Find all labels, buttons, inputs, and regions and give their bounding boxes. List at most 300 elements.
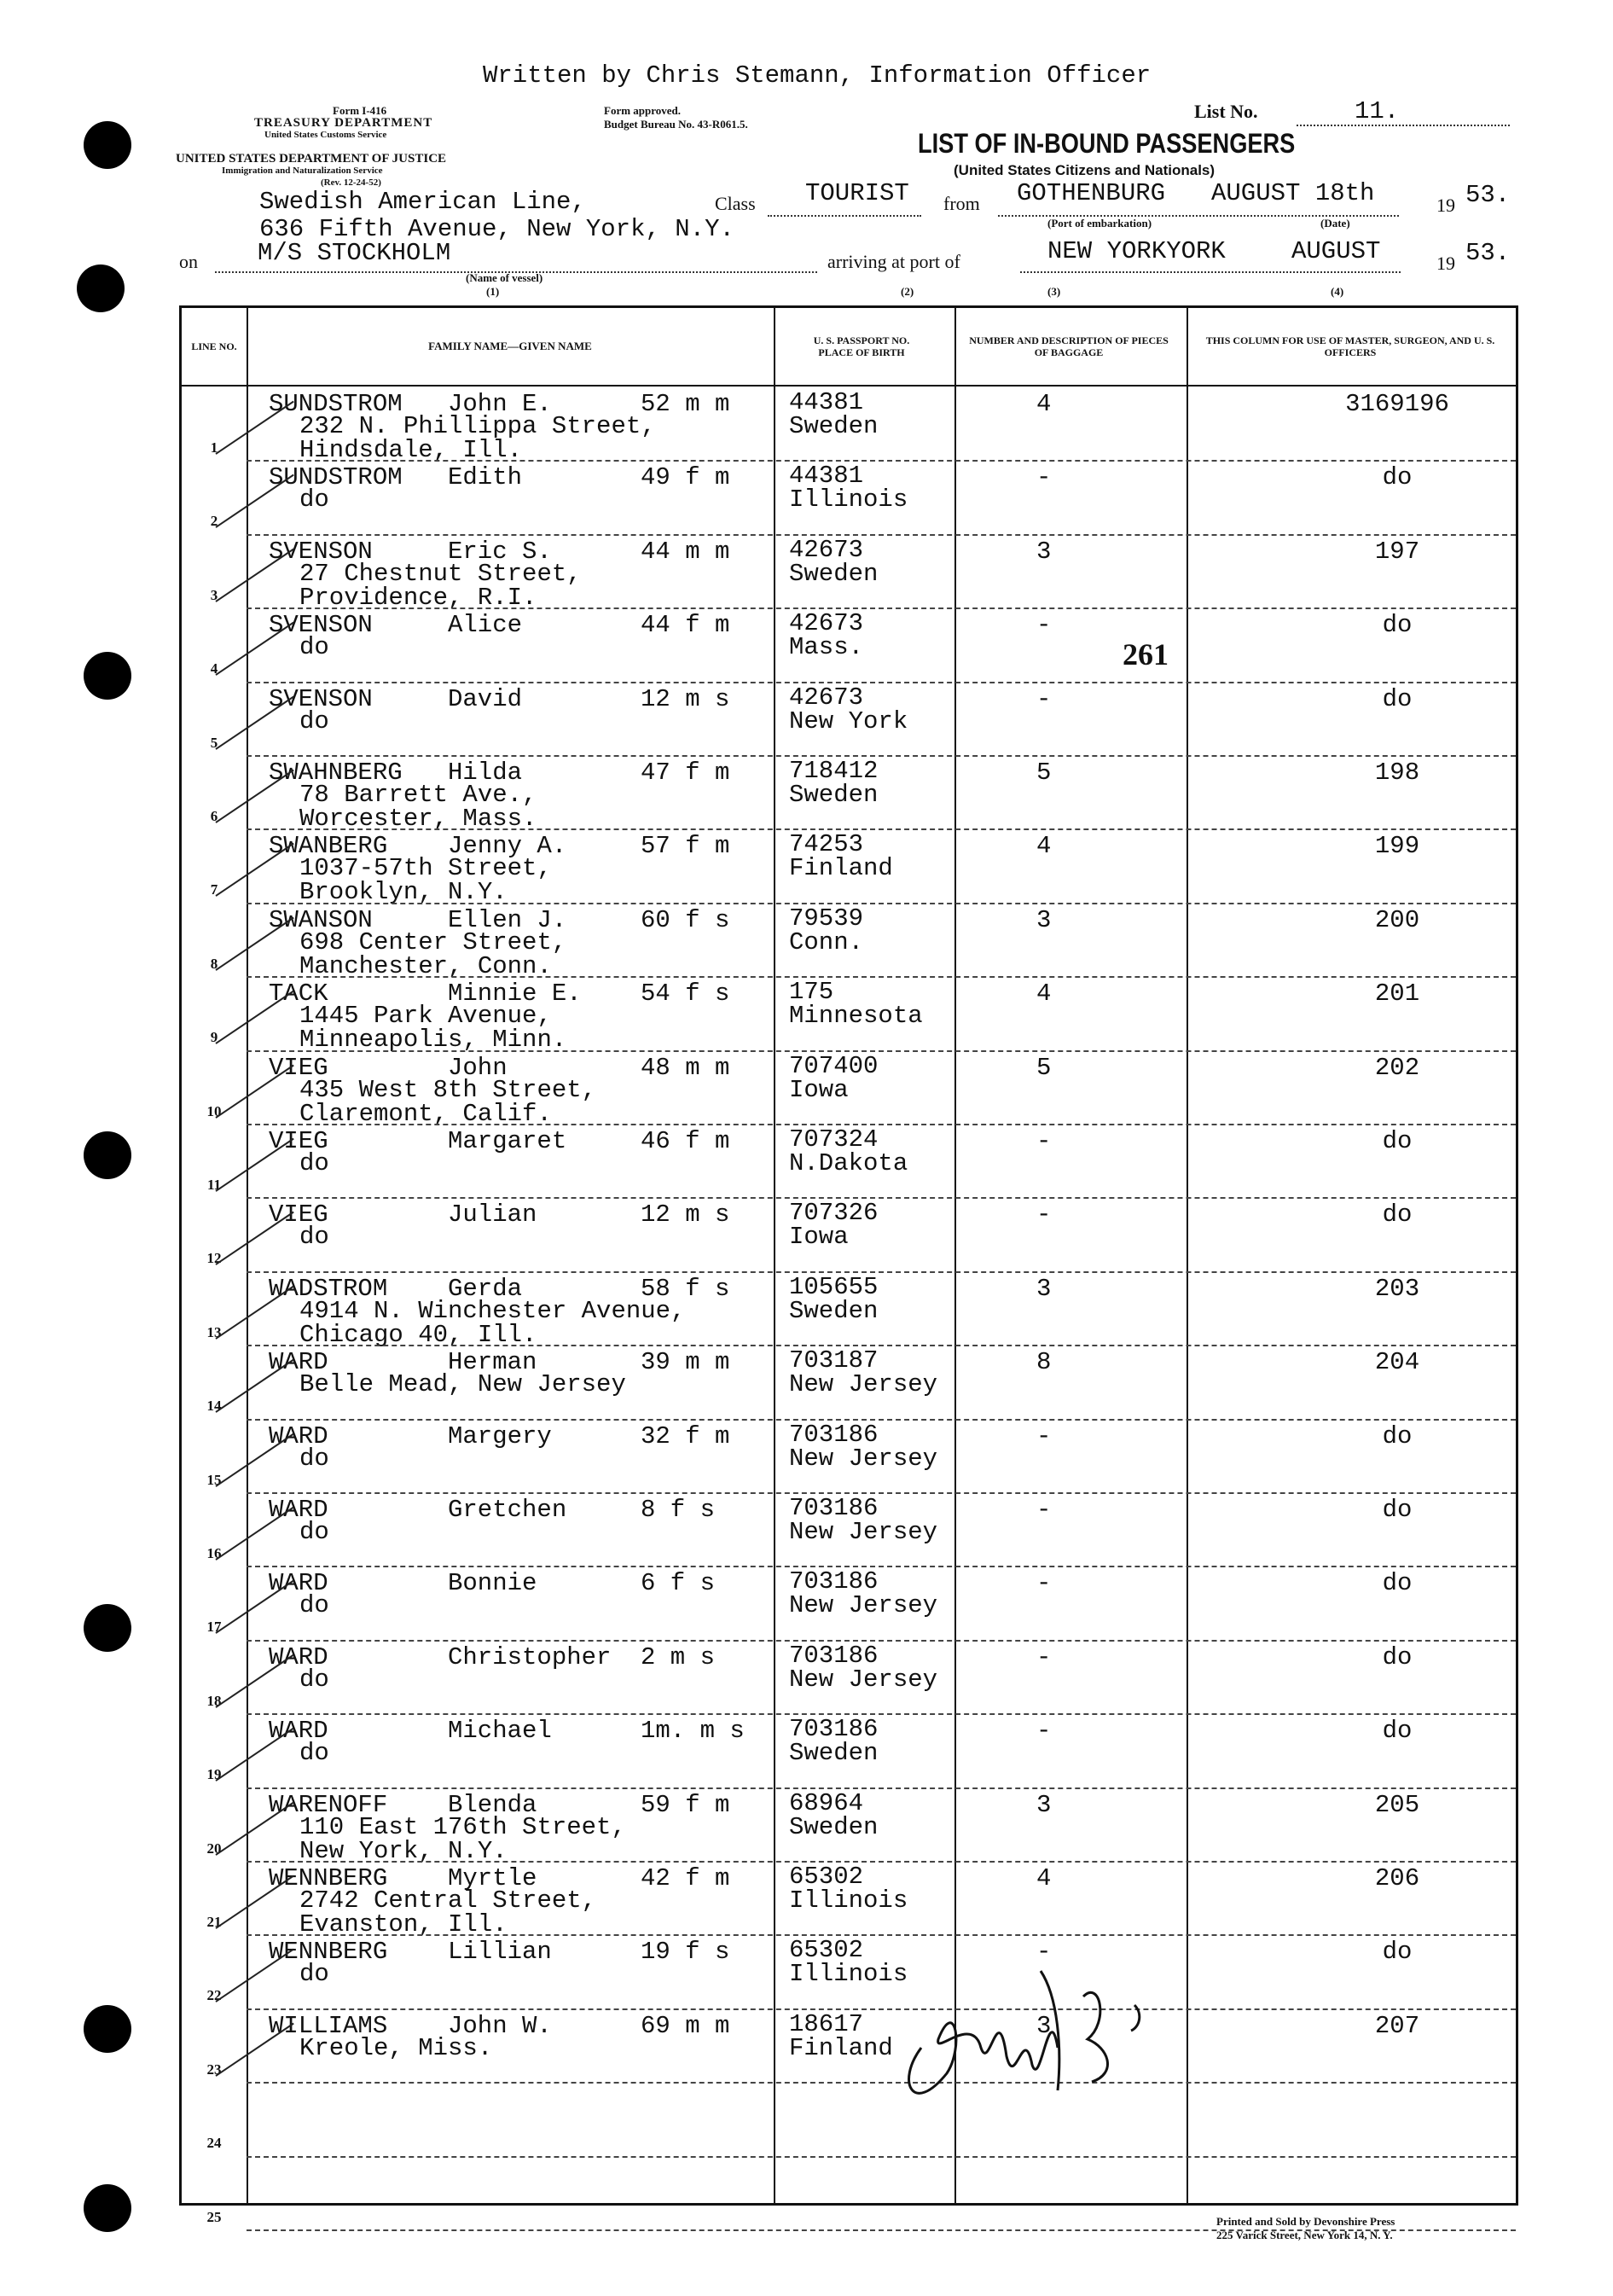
place-of-birth: Minnesota [789, 1002, 923, 1031]
age-sex-status: 57 f m [641, 832, 730, 861]
place-of-birth: Finland [789, 2033, 893, 2062]
given-name: Myrtle [448, 1864, 537, 1892]
table-row [182, 1934, 1516, 2008]
col-header-passport: U. S. PASSPORT NO. PLACE OF BIRTH [813, 334, 910, 358]
check-tick [215, 1507, 293, 1561]
age-sex-status: 47 f m [641, 759, 730, 787]
address-line-2: Minneapolis, Minn. [299, 1026, 567, 1055]
given-name: Gerda [448, 1274, 523, 1303]
punch-hole [77, 264, 125, 312]
address-line-1: do [299, 1518, 329, 1546]
address-line-1: 1445 Park Avenue, [299, 1002, 552, 1031]
given-name: John E. [448, 390, 552, 418]
arrival-date: AUGUST [1291, 237, 1381, 265]
line-number: 21 [206, 1914, 222, 1930]
list-no-blank [1297, 125, 1510, 126]
address-line-1: 110 East 176th Street, [299, 1812, 626, 1841]
address-line-1: 232 N. Phillippa Street, [299, 412, 656, 440]
passport-number: 175 [789, 978, 834, 1007]
officer-use: 206 [1374, 1864, 1420, 1892]
form-number: Form I-416 [333, 104, 387, 117]
table-row [182, 607, 1516, 681]
check-tick [215, 695, 293, 749]
check-tick [215, 770, 293, 823]
table-row [182, 534, 1516, 612]
place-of-birth: Conn. [789, 927, 864, 956]
given-name: Ellen J. [448, 905, 567, 934]
baggage-count: - [1036, 1496, 1052, 1524]
age-sex-status: 44 f m [641, 611, 730, 640]
check-tick [215, 843, 293, 897]
place-of-birth: Iowa [789, 1075, 849, 1104]
col-header-name: FAMILY NAME—GIVEN NAME [428, 340, 592, 352]
given-name: John W. [448, 2011, 552, 2040]
passport-number: 68964 [789, 1788, 864, 1817]
passport-number: 703187 [789, 1346, 879, 1375]
table-row [182, 1787, 1516, 1865]
given-name: John [448, 1053, 508, 1082]
officer-use: 202 [1374, 1053, 1420, 1082]
table-row [182, 387, 1516, 464]
baggage-count: - [1036, 1938, 1052, 1967]
family-name: WENNBERG [269, 1864, 388, 1892]
table-row [182, 1050, 1516, 1128]
family-name: WARD [269, 1421, 328, 1450]
age-sex-status: 39 m m [641, 1348, 730, 1377]
stamp-number: 261 [1123, 637, 1169, 671]
caption-2: (2) [901, 285, 914, 298]
check-tick [215, 1212, 293, 1265]
vessel-caption: (Name of vessel) [466, 271, 543, 284]
check-tick [215, 1285, 293, 1339]
passport-number: 44381 [789, 388, 864, 416]
year-prefix-arrive: 19 [1436, 253, 1455, 274]
address-line-1: do [299, 1591, 329, 1620]
check-tick [215, 1949, 293, 2002]
punch-hole [84, 2005, 131, 2053]
arrival-port: NEW YORKYORK [1047, 237, 1226, 265]
passport-number: 105655 [789, 1272, 879, 1301]
place-of-birth: Illinois [789, 485, 908, 514]
passport-number: 42673 [789, 535, 864, 564]
line-number: 3 [210, 586, 218, 603]
address-line-1: do [299, 1444, 329, 1473]
address-line-2: New York, N.Y. [299, 1836, 508, 1865]
table-row [182, 1271, 1516, 1349]
place-of-birth: Sweden [789, 781, 879, 809]
line-number: 8 [210, 955, 218, 972]
baggage-count: 4 [1036, 1864, 1052, 1892]
address-line-1: 698 Center Street, [299, 927, 567, 956]
from-label: from [943, 193, 980, 214]
officer-use: do [1382, 1642, 1413, 1671]
family-name: WARD [269, 1642, 328, 1671]
passport-number: 74253 [789, 830, 864, 859]
line-number: 9 [210, 1029, 218, 1046]
passport-number: 18617 [789, 2009, 864, 2038]
year-arrive: 53. [1465, 239, 1511, 267]
passport-number: 703186 [789, 1420, 879, 1449]
age-sex-status: 60 f s [641, 905, 730, 934]
passport-number: 707400 [789, 1051, 879, 1080]
officer-use: do [1382, 684, 1413, 713]
baggage-count: - [1036, 1127, 1052, 1155]
officer-use: 207 [1374, 2011, 1420, 2040]
place-of-birth: Sweden [789, 1296, 879, 1325]
baggage-count: - [1036, 1200, 1052, 1229]
family-name: WADSTROM [269, 1274, 388, 1303]
class-blank [768, 215, 921, 217]
check-tick [215, 622, 293, 676]
line-number: 14 [206, 1398, 222, 1415]
address-line-2: Chicago 40, Ill. [299, 1320, 537, 1349]
officer-use: do [1382, 463, 1413, 492]
officer-use: do [1382, 1569, 1413, 1598]
age-sex-status: 8 f s [641, 1496, 716, 1524]
address-line-2: Evanston, Ill. [299, 1910, 508, 1939]
family-name: SVENSON [269, 684, 373, 713]
family-name: VIEG [269, 1200, 328, 1229]
given-name: Hilda [448, 759, 523, 787]
baggage-count: - [1036, 1569, 1052, 1598]
baggage-count: - [1036, 611, 1052, 640]
place-of-birth: N.Dakota [789, 1149, 908, 1177]
check-tick [215, 1359, 293, 1413]
given-name: Michael [448, 1717, 552, 1746]
line-number: 7 [210, 881, 218, 898]
given-name: Christopher [448, 1642, 612, 1671]
check-tick [215, 991, 293, 1044]
baggage-count: - [1036, 684, 1052, 713]
line-number: 11 [206, 1177, 222, 1193]
line-number: 23 [206, 2061, 222, 2078]
line-number: 10 [206, 1102, 222, 1119]
age-sex-status: 54 f s [641, 979, 730, 1008]
family-name: WILLIAMS [269, 2011, 388, 2040]
form-approved: Form approved. [604, 104, 682, 117]
place-of-birth: New Jersey [789, 1591, 938, 1620]
officer-use: do [1382, 1938, 1413, 1967]
address-line-1: do [299, 1665, 329, 1694]
line-number: 15 [206, 1471, 222, 1488]
punch-hole [84, 121, 131, 169]
given-name: Alice [448, 611, 523, 640]
given-name: Lillian [448, 1938, 552, 1967]
line-number: 2 [210, 513, 218, 530]
baggage-count: - [1036, 1642, 1052, 1671]
age-sex-status: 69 m m [641, 2011, 730, 2040]
table-row [182, 1419, 1516, 1492]
from-port: GOTHENBURG [1017, 179, 1166, 207]
vessel-name: M/S STOCKHOLM [258, 239, 451, 267]
given-name: Margery [448, 1421, 552, 1450]
baggage-count: 5 [1036, 759, 1052, 787]
officer-use: do [1382, 1200, 1413, 1229]
age-sex-status: 46 f m [641, 1127, 730, 1155]
line-number: 25 [206, 2208, 222, 2225]
table-row [182, 1566, 1516, 1639]
baggage-count: - [1036, 1421, 1052, 1450]
line-number: 12 [206, 1250, 222, 1267]
col-header-line: LINE NO. [191, 340, 237, 352]
treasury-dept: TREASURY DEPARTMENT [254, 116, 433, 130]
officer-use: 203 [1374, 1274, 1420, 1303]
document-title: LIST OF IN-BOUND PASSENGERS [918, 128, 1296, 159]
age-sex-status: 19 f s [641, 1938, 730, 1967]
table-row [182, 1713, 1516, 1787]
officer-use: 198 [1374, 759, 1420, 787]
table-row [182, 1345, 1516, 1418]
given-name: Edith [448, 463, 523, 492]
passport-number: 42673 [789, 683, 864, 712]
check-tick [215, 1728, 293, 1782]
vessel-caption-number: (1) [486, 285, 500, 298]
table-row [182, 828, 1516, 907]
baggage-count: 3 [1036, 905, 1052, 934]
baggage-count: 4 [1036, 390, 1052, 418]
family-name: SUNDSTROM [269, 463, 403, 492]
age-sex-status: 48 m m [641, 1053, 730, 1082]
baggage-count: 4 [1036, 832, 1052, 861]
list-no-label: List No. [1194, 101, 1258, 122]
line-number: 5 [210, 734, 218, 751]
family-name: WARD [269, 1717, 328, 1746]
address-line-2: Manchester, Conn. [299, 951, 552, 980]
check-tick [215, 916, 293, 970]
address-line-1: do [299, 1739, 329, 1768]
passport-number: 42673 [789, 609, 864, 638]
place-of-birth: New Jersey [789, 1370, 938, 1399]
baggage-count: 5 [1036, 1053, 1052, 1082]
place-of-birth: Sweden [789, 559, 879, 588]
baggage-count: 3 [1036, 537, 1052, 566]
given-name: Eric S. [448, 537, 552, 566]
class-value: TOURIST [805, 179, 909, 207]
passport-number: 79539 [789, 904, 864, 933]
age-sex-status: 52 m m [641, 390, 730, 418]
place-of-birth: New Jersey [789, 1665, 938, 1694]
punch-hole [84, 2184, 131, 2232]
given-name: David [448, 684, 523, 713]
check-tick [215, 1801, 293, 1855]
table-row [182, 903, 1516, 980]
year-from: 53. [1465, 181, 1511, 209]
family-name: WARD [269, 1569, 328, 1598]
table-row [182, 1124, 1516, 1197]
officer-use: do [1382, 1421, 1413, 1450]
age-sex-status: 44 m m [641, 537, 730, 566]
place-of-birth: New York [789, 706, 908, 735]
family-name: TACK [269, 979, 328, 1008]
officer-use: do [1382, 1717, 1413, 1746]
on-label: on [179, 251, 198, 272]
place-of-birth: Illinois [789, 1886, 908, 1915]
address-line-2: Providence, R.I. [299, 583, 537, 612]
address-line-1: do [299, 1960, 329, 1989]
arrival-blank [1020, 271, 1401, 273]
check-tick [215, 1138, 293, 1192]
address-line-1: do [299, 485, 329, 514]
line-number: 4 [210, 660, 218, 677]
line-number: 17 [206, 1619, 222, 1636]
customs-service: United States Customs Service [264, 130, 387, 140]
baggage-count: 3 [1036, 1274, 1052, 1303]
given-name: Jenny A. [448, 832, 567, 861]
officer-use: 197 [1374, 537, 1420, 566]
given-name: Blenda [448, 1790, 537, 1819]
punch-hole [84, 1604, 131, 1652]
family-name: SVENSON [269, 611, 373, 640]
age-sex-status: 1m. m s [641, 1717, 745, 1746]
address-line-1: do [299, 1149, 329, 1177]
address-line-1: 1037-57th Street, [299, 854, 552, 883]
year-prefix: 19 [1436, 195, 1455, 216]
line-number: 13 [206, 1323, 222, 1340]
age-sex-status: 12 m s [641, 1200, 730, 1229]
check-tick [215, 401, 293, 455]
from-date: AUGUST 18th [1211, 179, 1375, 207]
passport-number: 703186 [789, 1567, 879, 1596]
justice-dept: UNITED STATES DEPARTMENT OF JUSTICE [176, 152, 447, 166]
line-address: 636 Fifth Avenue, New York, N.Y. [259, 215, 734, 243]
address-line-1: Belle Mead, New Jersey [299, 1370, 626, 1399]
place-of-birth: Finland [789, 854, 893, 883]
given-name: Julian [448, 1200, 537, 1229]
officer-use: 205 [1374, 1790, 1420, 1819]
officer-use: 201 [1374, 979, 1420, 1008]
table-row [182, 1197, 1516, 1270]
family-name: VIEG [269, 1127, 328, 1155]
place-of-birth: Mass. [789, 633, 864, 662]
passport-number: 703186 [789, 1641, 879, 1670]
passport-number: 703186 [789, 1494, 879, 1522]
class-label: Class [715, 193, 756, 214]
given-name: Bonnie [448, 1569, 537, 1598]
check-tick [215, 1580, 293, 1634]
address-line-1: do [299, 633, 329, 662]
address-line-1: 4914 N. Winchester Avenue, [299, 1296, 686, 1325]
arriving-label: arriving at port of [827, 251, 960, 272]
line-number: 1 [210, 439, 218, 456]
place-of-birth: Illinois [789, 1960, 908, 1989]
table-row [182, 1640, 1516, 1713]
address-line-1: Kreole, Miss. [299, 2033, 493, 2062]
table-row [182, 1492, 1516, 1566]
given-name: Margaret [448, 1127, 567, 1155]
place-of-birth: New Jersey [789, 1518, 938, 1546]
officer-use: 199 [1374, 832, 1420, 861]
date-caption: (Date) [1320, 217, 1350, 230]
port-embark-caption: (Port of embarkation) [1047, 217, 1152, 230]
col-header-baggage: NUMBER AND DESCRIPTION OF PIECES OF BAGGAGE [969, 334, 1169, 358]
check-tick [215, 474, 293, 528]
family-name: SWANBERG [269, 832, 388, 861]
line-number: 19 [206, 1766, 222, 1783]
check-tick [215, 1875, 293, 1929]
document-subtitle: (United States Citizens and Nationals) [954, 162, 1216, 178]
baggage-count: 3 [1036, 1790, 1052, 1819]
age-sex-status: 2 m s [641, 1642, 716, 1671]
age-sex-status: 12 m s [641, 684, 730, 713]
age-sex-status: 49 f m [641, 463, 730, 492]
table-row [182, 2082, 1516, 2155]
address-line-2: Worcester, Mass. [299, 805, 537, 833]
officer-use: 200 [1374, 905, 1420, 934]
official-signature [887, 1945, 1177, 2116]
budget-bureau: Budget Bureau No. 43-R061.5. [604, 118, 748, 131]
family-name: SWANSON [269, 905, 373, 934]
check-tick [215, 1654, 293, 1707]
officer-use: do [1382, 611, 1413, 640]
age-sex-status: 32 f m [641, 1421, 730, 1450]
written-by-note: Written by Chris Stemann, Information Officer [483, 61, 1152, 90]
family-name: SVENSON [269, 537, 373, 566]
line-number: 22 [206, 1987, 222, 2004]
place-of-birth: Sweden [789, 1739, 879, 1768]
line-number: 6 [210, 808, 218, 824]
caption-4: (4) [1331, 285, 1344, 298]
passport-number: 65302 [789, 1863, 864, 1891]
passport-number: 718412 [789, 757, 879, 785]
place-of-birth: New Jersey [789, 1444, 938, 1473]
line-number: 16 [206, 1545, 222, 1561]
check-tick [215, 1433, 293, 1486]
check-tick [215, 548, 293, 602]
baggage-count: 8 [1036, 1348, 1052, 1377]
age-sex-status: 59 f m [641, 1790, 730, 1819]
punch-hole [84, 1131, 131, 1179]
line-number: 24 [206, 2135, 222, 2152]
address-line-1: 2742 Central Street, [299, 1886, 597, 1915]
passport-number: 44381 [789, 462, 864, 491]
address-line-1: 27 Chestnut Street, [299, 559, 582, 588]
address-line-1: do [299, 706, 329, 735]
baggage-count: 3 [1036, 2011, 1052, 2040]
age-sex-status: 6 f s [641, 1569, 716, 1598]
place-of-birth: Iowa [789, 1223, 849, 1252]
given-name: Gretchen [448, 1496, 567, 1524]
family-name: SUNDSTROM [269, 390, 403, 418]
age-sex-status: 42 f m [641, 1864, 730, 1892]
family-name: WARD [269, 1496, 328, 1524]
punch-hole [84, 652, 131, 700]
form-revision: (Rev. 12-24-52) [321, 177, 381, 188]
age-sex-status: 58 f s [641, 1274, 730, 1303]
immigration-service: Immigration and Naturalization Service [222, 166, 383, 176]
col-header-officers: THIS COLUMN FOR USE OF MASTER, SURGEON, AND U. S. OFFICERS [1205, 334, 1495, 358]
officer-use: do [1382, 1127, 1413, 1155]
given-name: Herman [448, 1348, 537, 1377]
line-number: 20 [206, 1840, 222, 1857]
family-name: VIEG [269, 1053, 328, 1082]
address-line-1: do [299, 1223, 329, 1252]
table-row [182, 460, 1516, 533]
baggage-count: - [1036, 463, 1052, 492]
place-of-birth: Sweden [789, 1812, 879, 1841]
printer-line-2: 225 Varick Street, New York 14, N. Y. [1216, 2229, 1393, 2241]
address-line-2: Claremont, Calif. [299, 1099, 552, 1128]
table-row [182, 682, 1516, 755]
table-row [182, 976, 1516, 1055]
line-number: 18 [206, 1692, 222, 1709]
passport-number: 707326 [789, 1199, 879, 1228]
table-row [182, 1861, 1516, 1939]
printer-line-1: Printed and Sold by Devonshire Press [1216, 2215, 1395, 2228]
baggage-count: 4 [1036, 979, 1052, 1008]
address-line-1: 435 West 8th Street, [299, 1075, 597, 1104]
list-no-value: 11. [1355, 97, 1400, 125]
table-row [182, 2008, 1516, 2082]
